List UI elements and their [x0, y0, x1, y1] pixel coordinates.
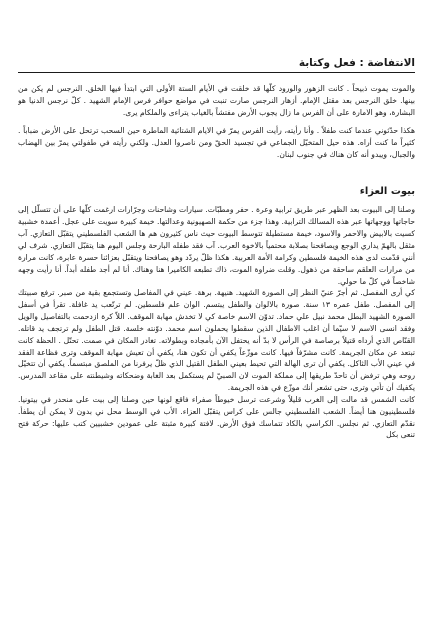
- paragraph: كي أرى المفصل. ثم أجرّ عنيّ النظر إلى الصورة الشهيد. هنيهة. برهة. عيني في المفاصل وتستجمع بقية من صبر. ترفع صبيتك إلى المفصل. طفل عمره ١٣ سنة. صورة بالالوان والطفل يبتسم. الوان علم فلسطين. لم ترتّعب يد غافلة. تقرأ في أسفل الصورة الشهيد البطل محمد نبيل علي حماد. تدوّن الاسم خاصة كي لا تخدش مهابة الموقف. اللاّ كرة ازدحمت بالتفاصيل والويل وفقد انسى الاسم لا سيّما أن اغلب الاطفال الذين سقطوا يحملون اسم محمد. دوّنته خلسة. قتل الطفل ولم ترتجف يد قاتله. القنّاص الذي أرداه قتيلاً برصاصة في الرأس لا بدّ أنه يحتفل الآن بأمجاده وبطولاته. تغادر المكان في صمت. تحتّل . الحظة كانت تبتعد عن مكان الجريمة. كانت مشرّفاً فيها. كانت موزّعاً يكفي أن تكون هنا، يكفي أن تعيش مهابة الموقف وترى فظاعة الفقد في عيني الأب الثاكل. يكفي أن ترى الهالة التي تحيط بعيني الطفل القتيل الذي ظلّ يرفرنا من الملصق مبتسماً. يكفي أن تتخيّل روحه وهي ترفض أن تاحدّ طريقها إلى مملكة الموت لان الصبيّ لم يستكمل بعد الغابة وضحكاته وشيطنته على مقاعد المدرس. يكفيك أن تأتي وترى، حتى تشعر أنك موزّع في هذه الجريمة.: [18, 288, 415, 393]
- section-body: [18, 204, 415, 441]
- section-heading: بيوت العزاء: [359, 186, 415, 198]
- running-header-title: الانتفاضة : فعل وكتابة: [298, 57, 415, 69]
- intro-text: [18, 83, 415, 160]
- running-header: [18, 56, 415, 70]
- paragraph: كانت الشمس قد مالت إلى الغرب قليلاً وشرعت ترسل خيوطاً صفراء فاقع لونها حين وصلنا إلى بيت على منحدر في بيتونيا. فلسطينيون هنا أيضاً. الشعب الفلسطيني جالس على كراس يتقبّل العزاء. الأب في الوسط محل ني بدون لا يمكن أن يطفأ. نقدّم التعازي. ثم نجلس. الكراسي بالكاد تتماسك فوق الأرض. لافتة كبيرة مثبتة على عمودين خشبيين كتب عليها: حركة فتح تنعى بكل: [18, 394, 415, 440]
- section-spacer: [18, 160, 415, 186]
- paragraph: وصلنا إلى البيوت بعد الظهر عبر طريق ترابية وعرة . حفر ومطبّات. سيارات وشاحنات وجرّارات ارغمت كلّها على أن تتسلّل إلى حاجاتها ووجهاتها عبر هذه المسالك الترابية. وهذا جزء من حكمة الصهيونية وعدالتها. خيمة كبيرة سويت على عجل. أعمدة خشبية كسيت بالابيض والاحمر والاسود، خيمة مستطيلة تتوسط البيوت حيث ناس كثيرون هم ها الشعب الفلسطيني يتقبّل التعازي. آب مثقل بالهمّ يداري الوجع ويصافحنا بصلابة محتمياً بالاخوة العرب. آب فقد طفله البارحة وجلس اليوم هنا يتقبّل التعازي. شرف لي أنني قدّمت لدى هذه الخيمة فلسطين وكرامة الأمة العربية. هكذا ظلّ يردّد وهو يصافحنا ويتقبّل بعزائنا حسرة عابرة، كانت مرارة من مرارات العلقم ساحقة من ذهول. وقلت ضراوة الموت، ذاك تطبعه الكاميرا هنا وهناك. أنا لم أجد طفله أبداً. أنا رأيت وجهه شاخصاً في كلّ ما حولي.: [18, 205, 415, 286]
- paragraph: هكذا حدّثوني عندما كنت طفلاً . وأنا رأيته، رأيت الفرس يمرّ في الايام الشتائية الماطرة حين السحب ترتحل على الأرض ضباباً . كثيراً ما كنت أراه. هذه حيل المتخيّل الجماعي في تجسيد الحقّ ومن ناصروا العدل. ولكني رأيته في طفولتي يمرّ بين الهضاب والجبال، ويبدو أنه كان هناك في جنوب لبنان.: [18, 125, 415, 159]
- paragraph: والموت يموت ذبيحاً . كانت الزهور والورود كلّها قد خلقت في الأيام الستة الأولى التي ابتدأ فيها الخلق. النرجس لم يكن من بينها. خلق النرجس بعد مقتل الإمام. أزهار النرجس صارت تنبت في مواضع حوافر فرس الإمام الشهيد . كلّ نرجس الدنيا هو البشارة، وهو الامارة على أن الفرس ما زال يجوب الأرض مفتشاً بالغياب يتراءى والملكام يرى.: [18, 84, 415, 117]
- header-rule: [18, 72, 415, 73]
- book-page: [18, 56, 415, 628]
